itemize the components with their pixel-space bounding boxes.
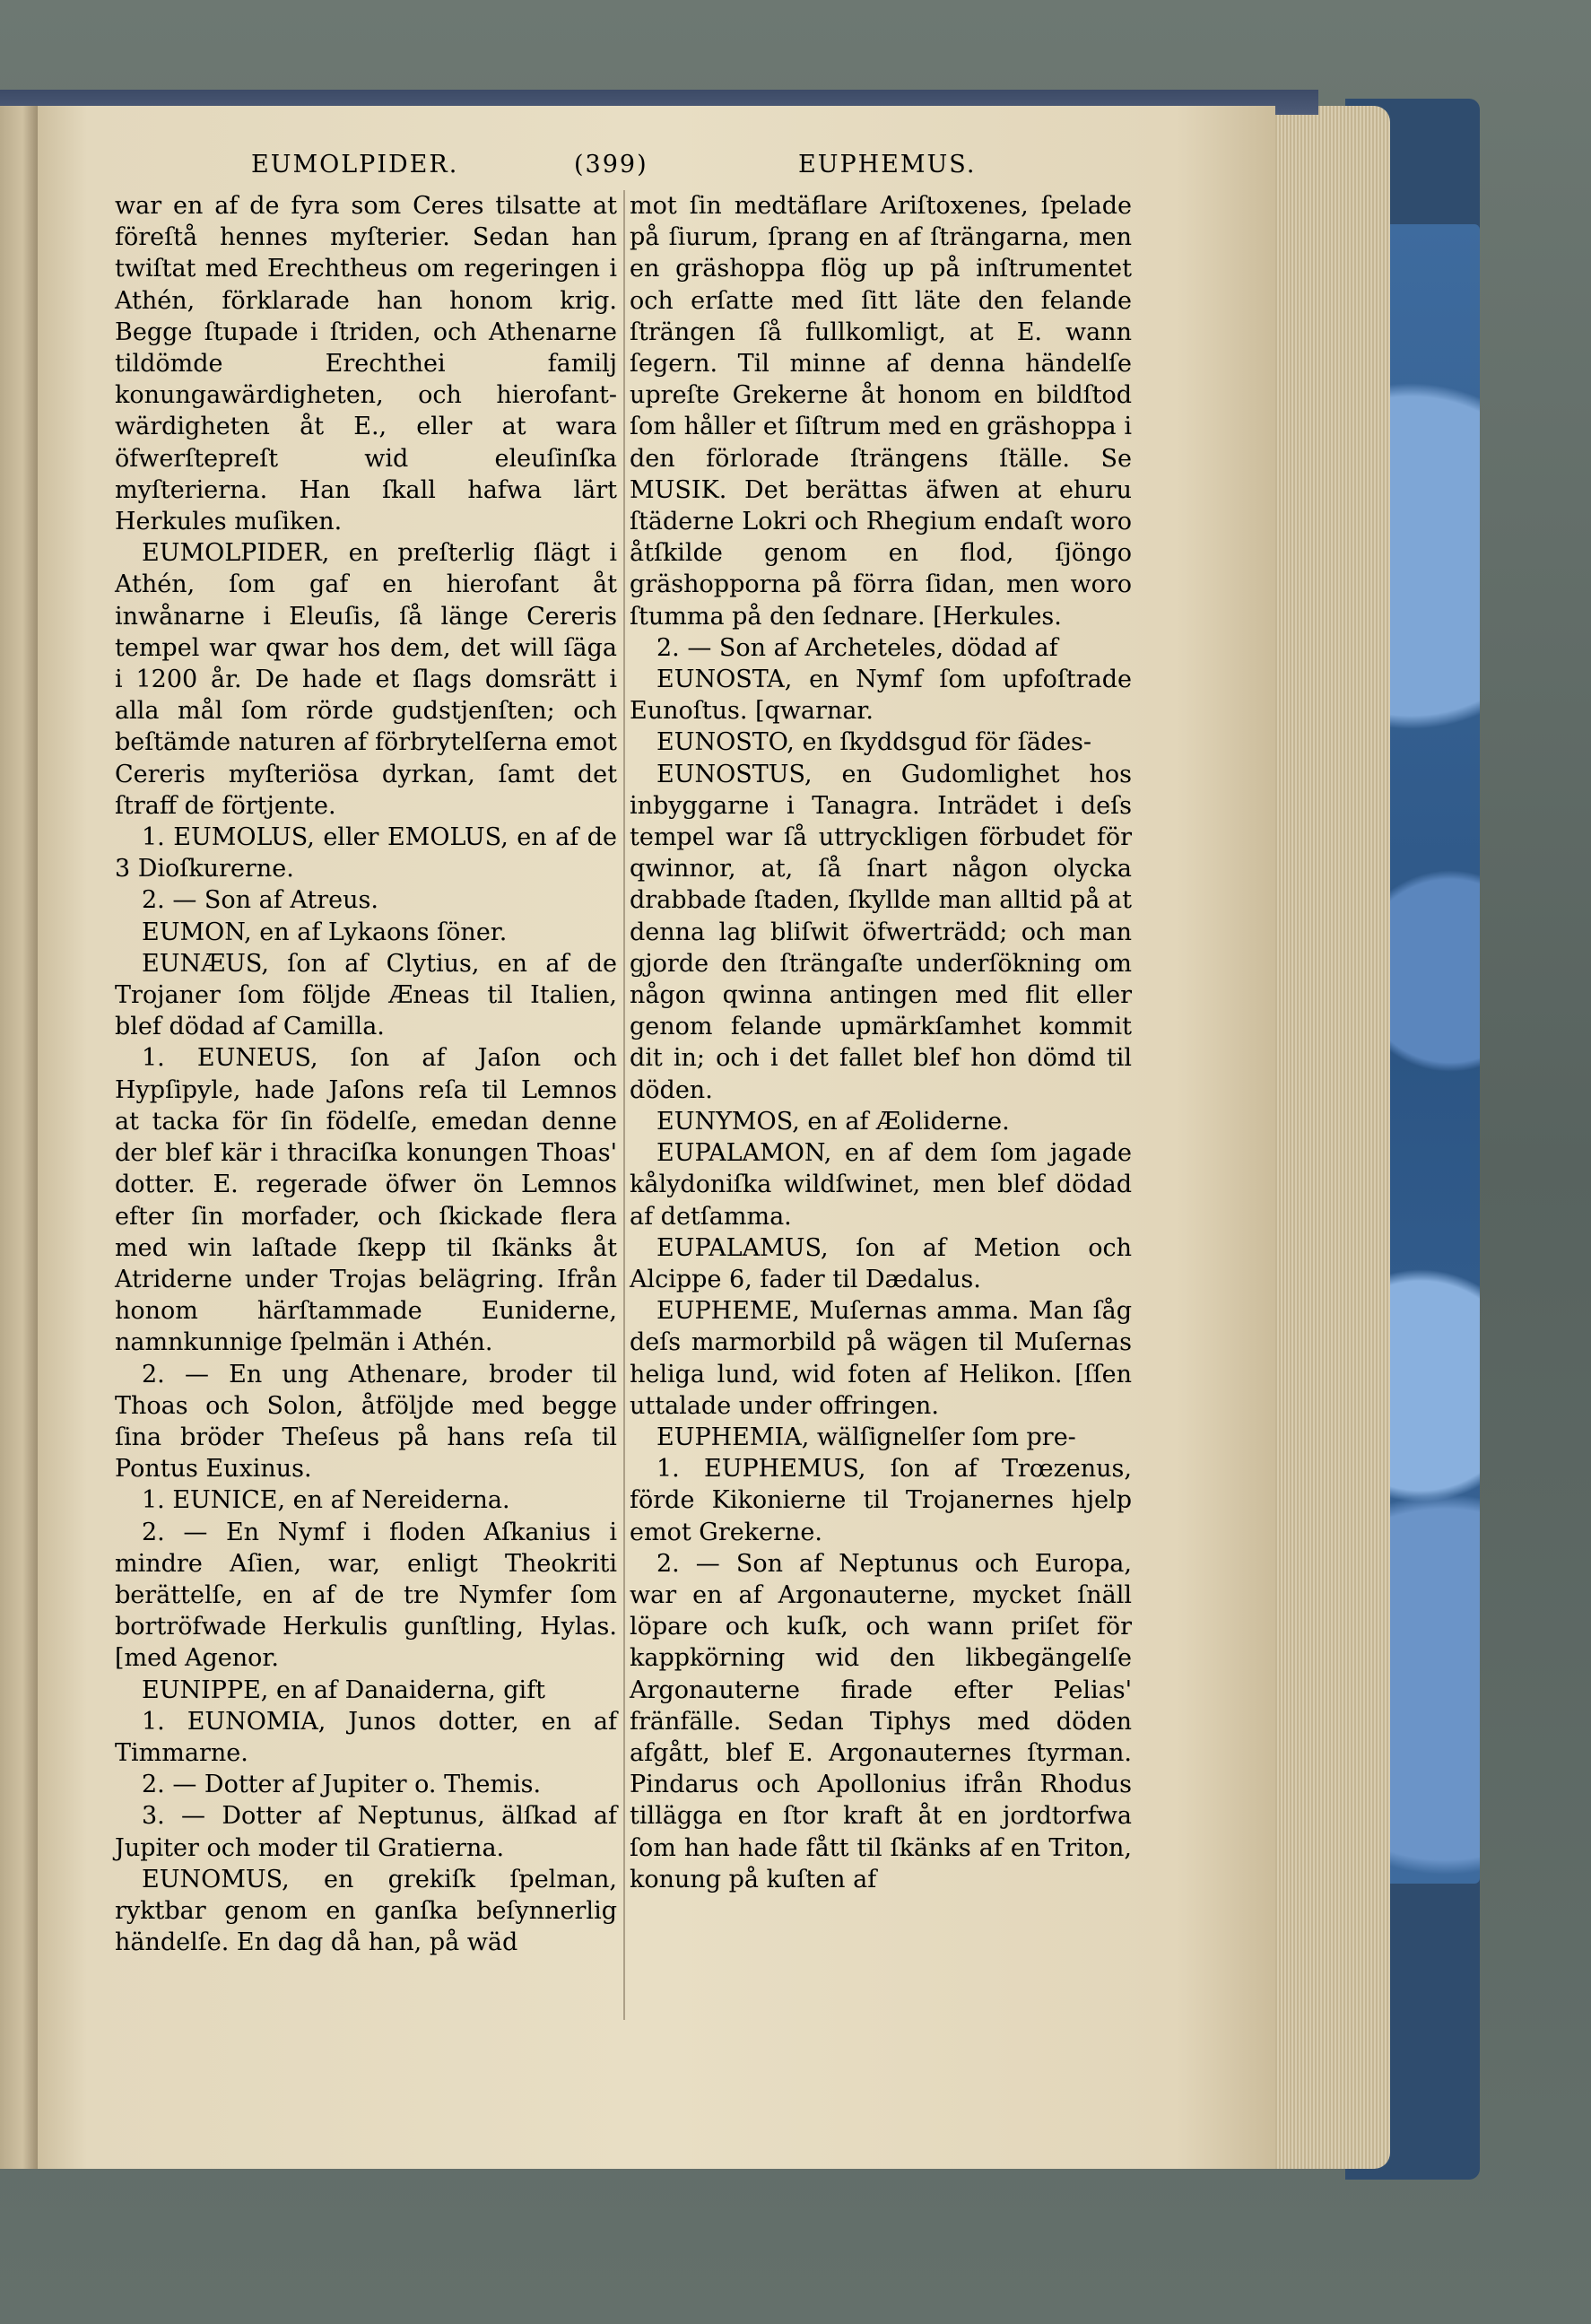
entry-paragraph: 2. — En Nymf i floden Aſkanius i mindre Aſien, war, enligt Theokriti berättelſe, en af de tre Nymfer ſom bortröfwade Herkulis gunſtling, Hylas. [med Agenor.	[115, 1518, 617, 1673]
right-column	[630, 190, 1132, 1895]
entry-paragraph: 2. — Son af Neptunus och Europa, war en af Argonauterne, mycket ſnäll löpare och kuſk, och wann priſet för kappkörning wid den likbegängelſe Argonauterne firade efter Pelias' fränfälle. Sedan Tiphys med döden afgått, blef E. Argonauternes ſtyrman. Pindarus och Apollonius ifrån Rhodus tillägga en ſtor kraft åt en jordtorfwa ſom han hade fått til ſkänks af en Triton, konung på kuſten af	[630, 1549, 1132, 1893]
entry-paragraph: EUNIPPE, en af Danaiderna, gift	[142, 1676, 546, 1704]
entry-paragraph: EUMOLPIDER, en preſterlig ſlägt i Athén, ſom gaf en hierofant åt inwånarne i Eleuſis, ſå länge Cereris tempel war qwar hos dem, det will ſäga i 1200 år. De hade et ſlags domsrätt i alla mål ſom rörde gudstjenſten; och beſtämde naturen af förbrytelſerna emot Cereris myſteriösa dyrkan, ſamt det ſtraff de förtjente.	[115, 539, 617, 820]
entry-paragraph: EUPHEMIA, wälſignelſer ſom pre-	[656, 1423, 1076, 1451]
entry-paragraph: 1. EUNOMIA, Junos dotter, en af Timmarne.	[115, 1707, 617, 1767]
entry-paragraph: 1. EUNEUS, ſon af Jaſon och Hypſipyle, hade Jaſons reſa til Lemnos at tacka för ſin födelſe, emedan denne der blef kär i thraciſka konungen Thoas' dotter. E. regerade öfwer ön Lemnos efter ſin morfader, och ſkickade flera med win laſtade ſkepp til ſkänks åt Atriderne under Trojas belägring. Ifrån honom härſtammade Euniderne, namnkunnige ſpelmän i Athén.	[115, 1044, 617, 1357]
entry-paragraph: EUPALAMON, en af dem ſom jagade kålydoniſka wildſwinet, men blef dödad af detſamma.	[630, 1139, 1132, 1231]
page-number: (399)	[574, 151, 648, 178]
left-column	[115, 190, 617, 1958]
entry-paragraph: 1. EUMOLUS, eller EMOLUS, en af de 3 Dioſkurerne.	[115, 823, 617, 883]
entry-paragraph: EUNOSTUS, en Gudomlighet hos inbyggarne i Tanagra. Inträdet i deſs tempel war ſå uttryckligen förbudet för qwinnor, at, ſå ſnart någon olycka drabbade ſtaden, ſkyllde man alltid på at denna lag bliſwit öfwerträdd; och man gjorde den ſträngaſte underſökning om någon qwinna antingen med flit eller genom felande upmärkſamhet kommit dit in; och i det fallet blef hon dömd til döden.	[630, 760, 1132, 1104]
entry-paragraph: 2. — En ung Athenare, broder til Thoas och Solon, åtföljde med begge ſina bröder Theſeus på hans reſa til Pontus Euxinus.	[115, 1360, 617, 1484]
entry-paragraph: 3. — Dotter af Neptunus, älſkad af Jupiter och moder til Gratierna.	[115, 1802, 617, 1862]
entry-paragraph: EUNÆUS, ſon af Clytius, en af de Trojaner ſom följde Æneas til Italien, blef dödad af Camilla.	[115, 949, 617, 1041]
entry-paragraph: 2. — Son af Archeteles, dödad af	[656, 633, 1058, 662]
running-head-left: EUMOLPIDER.	[251, 151, 459, 178]
entry-paragraph: EUNOSTO, en ſkyddsgud för ſädes-	[656, 728, 1092, 757]
entry-paragraph: EUNOSTA, en Nymf ſom upfoſtrade Eunoſtus. [qwarnar.	[630, 666, 1132, 726]
entry-paragraph: EUNOMUS, en grekiſk ſpelman, ryktbar genom en ganſka beſynnerlig händelſe. En dag då han, på wäd	[115, 1865, 617, 1957]
entry-paragraph: mot ſin medtäflare Ariſtoxenes, ſpelade på ſiurum, ſprang en af ſträngarna, men en gräshoppa flög up på inſtrumentet och erſatte med ſitt läte den felande ſträngen ſå fullkomligt, at E. wann ſegern. Til minne af denna händelſe upreſte Grekerne åt honom en bildſtod ſom håller et ſiſtrum med en gräshoppa i den förlorade ſträngens ſtälle. Se MUSIK. Det berättas äfwen at ehuru ſtäderne Lokri och Rhegium endaſt woro åtſkilde genom en flod, ſjöngo gräshopporna på förra ſidan, men woro ſtumma på den ſednare. [Herkules.	[630, 192, 1132, 631]
running-head-right: EUPHEMUS.	[798, 151, 977, 178]
entry-paragraph: EUMON, en af Lykaons ſöner.	[142, 918, 508, 946]
entry-paragraph: EUNYMOS, en af Æoliderne.	[656, 1107, 1010, 1136]
entry-paragraph: 1. EUNICE, en af Nereiderna.	[142, 1486, 510, 1515]
entry-paragraph: EUPHEME, Muſernas amma. Man ſåg deſs marmorbild på wägen til Muſernas heliga lund, wid foten af Helikon. [ſſen uttalade under offringen.	[630, 1297, 1132, 1420]
page-block-edge	[1256, 106, 1390, 2169]
entry-paragraph: 2. — Son af Atreus.	[142, 886, 378, 915]
marbled-cover-edge	[1381, 224, 1480, 1884]
entry-paragraph: 1. EUPHEMUS, ſon af Trœzenus, förde Kikonierne til Trojanernes hjelp emot Grekerne.	[630, 1455, 1132, 1546]
entry-paragraph: war en af de fyra som Ceres tilsatte at föreſtå hennes myſterier. Sedan han twiſtat med Erechtheus om regeringen i Athén, förklarade han honom krig. Begge ſtupade i ſtriden, och Athenarne tildömde Erechthei familj konungawärdigheten, och hierofant-wärdigheten åt E., eller at wara öfwerſtepreſt wid eleuſinſka myſterierna. Han ſkall hafwa lärt Herkules muſiken.	[115, 192, 617, 536]
entry-paragraph: EUPALAMUS, ſon af Metion och Alcippe 6, fader til Dædalus.	[630, 1233, 1132, 1293]
entry-paragraph: 2. — Dotter af Jupiter o. Themis.	[142, 1771, 542, 1799]
facing-page-edge	[0, 106, 38, 2169]
column-divider	[623, 190, 625, 2020]
